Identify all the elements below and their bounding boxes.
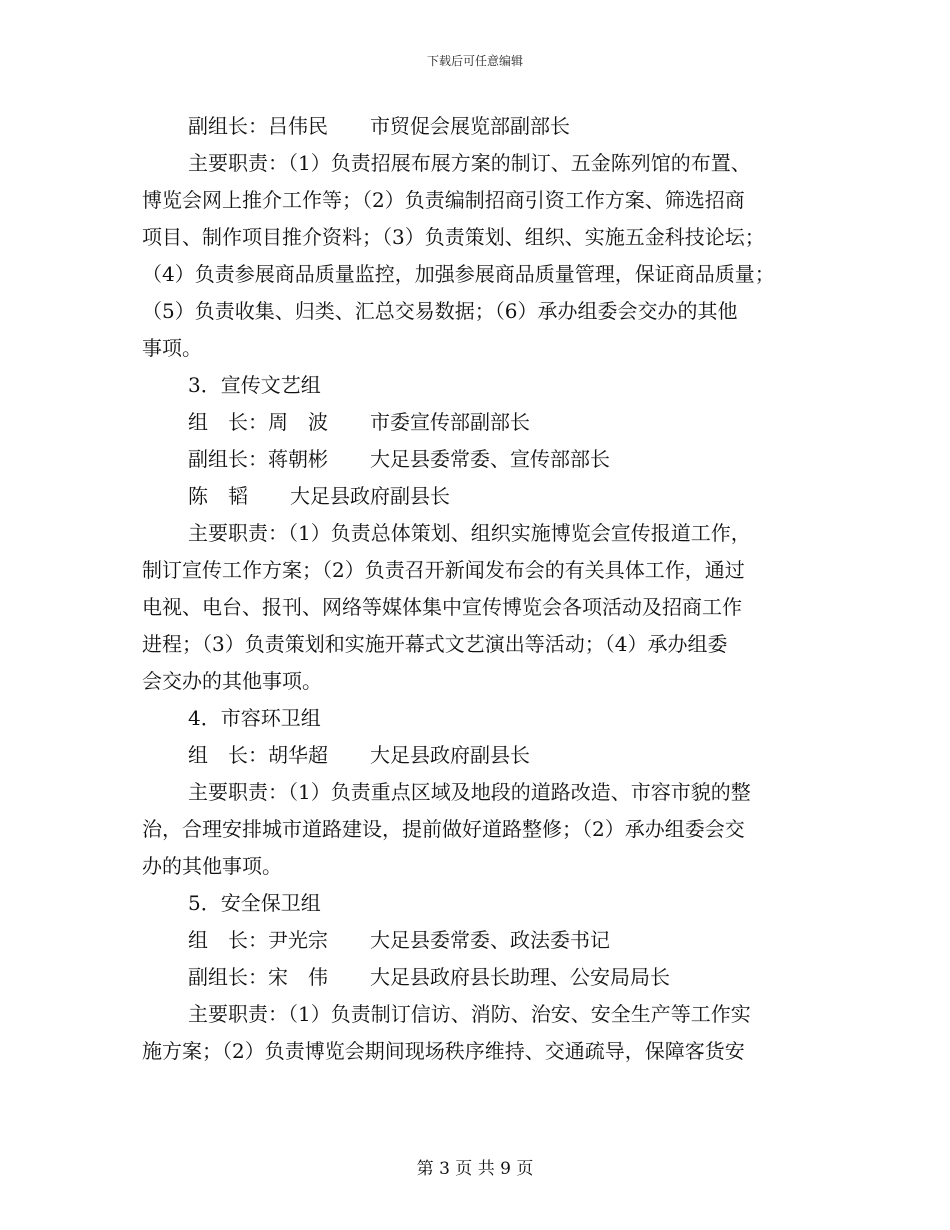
line-text: 主要职责：（1）负责制订信访、消防、治安、安全生产等工作实 (188, 1002, 751, 1026)
text-line (142, 922, 810, 959)
line-text: 进程；（3）负责策划和实施开幕式文艺演出等活动；（4）承办组委 (142, 632, 728, 656)
text-line (142, 774, 810, 811)
text-line (142, 404, 810, 441)
line-text-continued: 大足县政府副县长 (370, 743, 530, 767)
text-line (142, 478, 810, 515)
line-text: 4．市容环卫组 (188, 706, 321, 730)
text-line (142, 959, 810, 996)
text-line (142, 182, 810, 219)
text-line (142, 552, 810, 589)
line-text: 组 长：胡华超 (188, 743, 328, 767)
text-line (142, 145, 810, 182)
text-line (142, 848, 810, 885)
line-text-continued: 大足县政府副县长 (290, 484, 450, 508)
line-text: 会交办的其他事项。 (142, 669, 322, 693)
line-text: 副组长：吕伟民 (188, 114, 328, 138)
page-footer: 第 3 页 共 9 页 (416, 1159, 534, 1179)
text-line (142, 367, 810, 404)
text-line (142, 885, 810, 922)
line-text-continued: 大足县委常委、宣传部部长 (370, 447, 610, 471)
line-text: 主要职责：（1）负责总体策划、组织实施博览会宣传报道工作， (188, 521, 751, 545)
line-text: 事项。 (142, 336, 202, 360)
text-line (142, 293, 810, 330)
line-text: 主要职责：（1）负责重点区域及地段的道路改造、市容市貌的整 (188, 780, 751, 804)
line-text: 组 长：尹光宗 (188, 928, 328, 952)
text-line (142, 1033, 810, 1070)
line-text-continued: 大足县委常委、政法委书记 (370, 928, 610, 952)
text-line (142, 996, 810, 1033)
line-text: 博览会网上推介工作等；（2）负责编制招商引资工作方案、筛选招商 (142, 188, 745, 212)
line-text: （5）负责收集、归类、汇总交易数据；（6）承办组委会交办的其他 (142, 299, 738, 323)
line-text: 制订宣传工作方案；（2）负责召开新闻发布会的有关具体工作，通过 (142, 558, 745, 582)
text-line (142, 700, 810, 737)
text-line (142, 515, 810, 552)
line-text-continued: 市贸促会展览部副部长 (370, 114, 570, 138)
line-text-continued: 市委宣传部副部长 (370, 410, 530, 434)
line-text-continued: 大足县政府县长助理、公安局局长 (370, 965, 670, 989)
line-text: 项目、制作项目推介资料；（3）负责策划、组织、实施五金科技论坛； (142, 225, 765, 249)
text-line (142, 589, 810, 626)
text-line (142, 441, 810, 478)
text-line (142, 811, 810, 848)
line-text: 施方案；（2）负责博览会期间现场秩序维持、交通疏导，保障客货安 (142, 1039, 745, 1063)
line-text: 5．安全保卫组 (188, 891, 321, 915)
text-line (142, 626, 810, 663)
line-text: 电视、电台、报刊、网络等媒体集中宣传博览会各项活动及招商工作 (142, 595, 742, 619)
text-line (142, 737, 810, 774)
text-line (142, 330, 810, 367)
text-line (142, 108, 810, 145)
line-text: 副组长：宋 伟 (188, 965, 328, 989)
line-text: 陈 韬 (188, 484, 248, 508)
line-text: 组 长：周 波 (188, 410, 328, 434)
line-text: 主要职责：（1）负责招展布展方案的制订、五金陈列馆的布置、 (188, 151, 751, 175)
line-text: 办的其他事项。 (142, 854, 282, 878)
line-text: 3．宣传文艺组 (188, 373, 321, 397)
document-body (142, 108, 810, 1070)
text-line (142, 256, 810, 293)
text-line (142, 663, 810, 700)
line-text: 副组长：蒋朝彬 (188, 447, 328, 471)
line-text: （4）负责参展商品质量监控，加强参展商品质量管理，保证商品质量； (142, 262, 775, 286)
text-line (142, 219, 810, 256)
line-text: 治，合理安排城市道路建设，提前做好道路整修；（2）承办组委会交 (142, 817, 745, 841)
page-header: 下载后可任意编辑 (426, 54, 523, 68)
